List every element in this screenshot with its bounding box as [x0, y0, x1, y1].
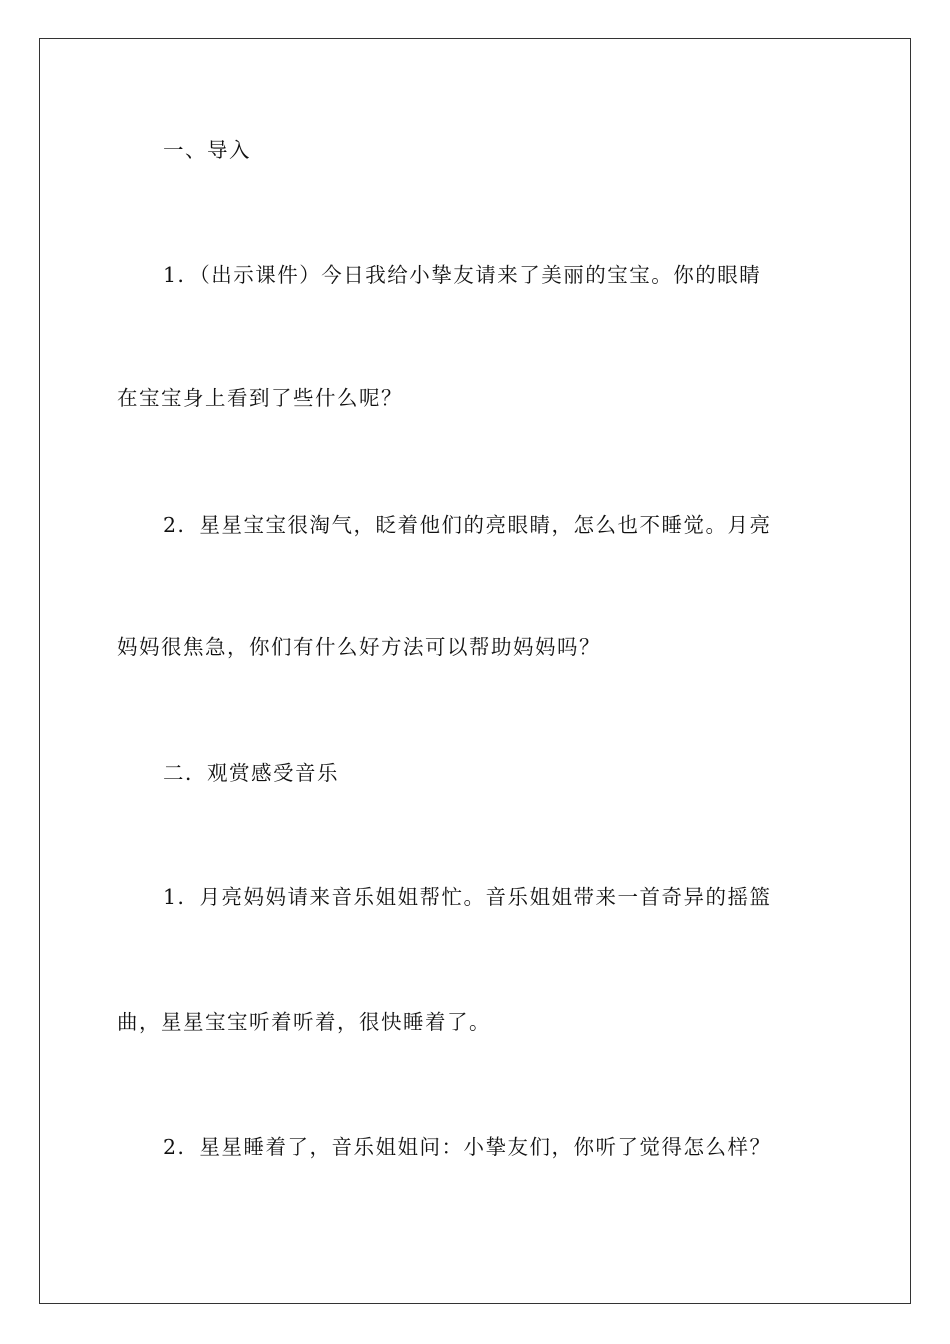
section-heading-music: 二．观赏感受音乐 — [163, 761, 339, 785]
paragraph-line: 2．星星宝宝很淘气，眨着他们的亮眼睛，怎么也不睡觉。月亮 — [163, 513, 772, 537]
paragraph-line: 1．月亮妈妈请来音乐姐姐帮忙。音乐姐姐带来一首奇异的摇篮 — [163, 885, 772, 909]
paragraph-line: 在宝宝身上看到了些什么呢？ — [117, 386, 403, 410]
paragraph-line: 妈妈很焦急，你们有什么好方法可以帮助妈妈吗？ — [117, 635, 601, 659]
page-border — [39, 38, 911, 1304]
paragraph-line: 2．星星睡着了，音乐姐姐问：小挚友们，你听了觉得怎么样？ — [163, 1135, 772, 1159]
section-heading-intro: 一、导入 — [163, 138, 251, 162]
paragraph-line: 1．（出示课件）今日我给小挚友请来了美丽的宝宝。你的眼睛 — [163, 263, 762, 287]
paragraph-line: 曲，星星宝宝听着听着，很快睡着了。 — [117, 1010, 491, 1034]
